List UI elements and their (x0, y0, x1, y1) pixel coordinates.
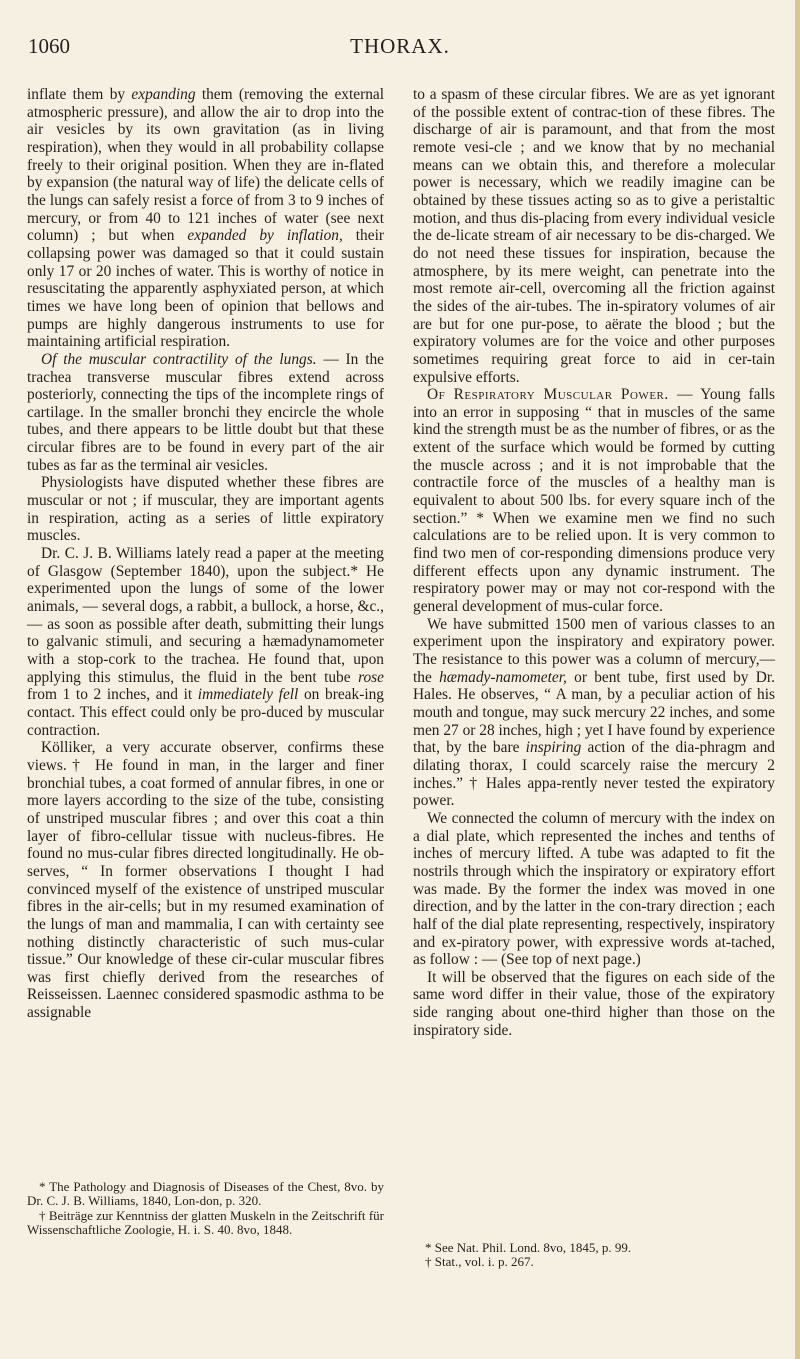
right-column (413, 86, 775, 1039)
paragraph: It will be observed that the figures on each side of the same word differ in their value, those of the expiratory side ranging about one-third higher than those on the inspiratory side. (413, 968, 775, 1039)
right-footnotes (413, 1241, 775, 1270)
left-footnotes (27, 1180, 384, 1238)
footnote: † Beiträge zur Kenntniss der glatten Muskeln in the Zeitschrift für Wissenschaftliche Zoologie, H. i. S. 40. 8vo, 1848. (27, 1207, 384, 1238)
paragraph: Dr. C. J. B. Williams lately read a paper at the meeting of Glasgow (September 1840), upon the subject.* He experimented upon the lungs of some of the lower animals, — several dogs, a rabbit, a bullock, a horse, &c., — as soon as possible after death, submitting their lungs to galvanic stimuli, and securing a hæmadynamometer with a stop-cork to the trachea. He found that, upon applying this stimulus, the fluid in the bent tube rose from 1 to 2 inches, and it immediately fell on break-ing contact. This effect could only be pro-duced by muscular contraction. (27, 545, 384, 739)
paragraph: inflate them by expanding them (removing the external atmospheric pressure), and allow the air to drop into the air vesicles by its own gravitation (as in living respiration), when they would in all probability collapse freely to their original position. When they are in-flated by expansion (the natural way of life) the delicate cells of the lungs can safely resist a force of from 3 to 9 inches of mercury, or from 40 to 121 inches of water (see next column) ; but when expanded by inflation, their collapsing power was damaged so that it could sustain only 17 or 20 inches of water. This is worthy of notice in resuscitating the apparently asphyxiated person, at which times we have long been of opinion that bellows and pumps are highly dangerous instruments to use for maintaining artificial respiration. (27, 86, 384, 351)
page-edge (795, 0, 800, 1359)
paragraph: to a spasm of these circular fibres. We are as yet ignorant of the possible extent of contrac-tion of these fibres. The discharge of air is paramount, and that from the most remote vesi-cle ; and we know that by no mechanial means can we obtain this, and therefore a molecular power is necessary, which we readily imagine can be obtained by these tissues acting so as to give a peristaltic motion, and thus dis-placing from every individual vesicle the de-licate stream of air necessary to be dis-charged. We do not need these tissues for inspiration, because the atmosphere, by its mere weight, can penetrate into the most remote air-cell, overcoming all the friction against the sides of the air-tubes. The in-spiratory volumes of air are but for one pur-pose, to aërate the blood ; but the expiratory volumes are for the voice and other purposes sometimes requiring great force to aid in cer-tain expulsive efforts. (413, 86, 775, 386)
paragraph: Kölliker, a very accurate observer, confirms these views.† He found in man, in the larger and finer bronchial tubes, a coat formed of annular fibres, in one or more layers according to the size of the tube, consisting of unstriped muscular fibres ; and over this coat a thin layer of fibro-cellular tissue with nucleus-fibres. He found no mus-cular fibres directed longitudinally. He ob-serves, “ In former observations I thought I had convinced myself of the existence of unstriped muscular fibres in the air-cells; but in my resumed examination of the lungs of man and mammalia, I can with certainty see nothing distinctly characteristic of such mus-cular tissue.” Our knowledge of these cir-cular muscular fibres was first chiefly derived from the researches of Reisseissen. Laennec considered spasmodic asthma to be assignable (27, 739, 384, 1022)
paragraph: Physiologists have disputed whether these fibres are muscular or not ; if muscular, they are important agents in respiration, acting as a series of little expiratory muscles. (27, 474, 384, 545)
page-header (0, 14, 800, 58)
footnote: * The Pathology and Diagnosis of Diseases of the Chest, 8vo. by Dr. C. J. B. Williams, 1840, Lon-don, p. 320. (27, 1179, 384, 1209)
page-number: 1060 (28, 34, 70, 58)
paragraph: We have submitted 1500 men of various classes to an experiment upon the inspiratory and expiratory power. The resistance to this power was a column of mercury,—the hæmady-namometer, or bent tube, first used by Dr. Hales. He observes, “ A man, by a peculiar action of his mouth and tongue, may suck mercury 22 inches, and some men 27 or 28 inches, high ; yet I have found by experience that, by the bare inspiring action of the dia-phragm and dilating thorax, I could scarcely raise the mercury 2 inches.” † Hales appa-rently never tested the expiratory power. (413, 615, 775, 810)
section-heading: Of Respiratory Muscular Power. — (427, 386, 693, 404)
footnote: * See Nat. Phil. Lond. 8vo, 1845, p. 99. (425, 1240, 632, 1255)
paragraph: Of the muscular contractility of the lungs. — In the trachea transverse muscular fibres extend across posteriorly, connecting the tips of the incomplete rings of cartilage. In the smaller bronchi they encircle the whole tubes, and there appears to be little doubt but that these circular fibres are to be found in every part of the air tubes as far as the terminal air vesicles. (27, 350, 384, 474)
footnote: † Stat., vol. i. p. 267. (425, 1254, 534, 1270)
paragraph: Of Respiratory Muscular Power. — Young falls into an error in supposing “ that in muscles of the same kind the strength must be as the number of fibres, or as the extent of the surface which would be formed by cutting the muscle across ; and it is not improbable that the contractile force of the muscles of a healthy man is equivalent to about 500 lbs. for every square inch of the section.” * When we examine men we find no such calculations are to be relied upon. It is very common to find two men of cor-responding dimensions produce very different effects upon any dynamic instrument. The respiratory power may or may not cor-respond with the general development of mus-cular force. (413, 386, 775, 616)
running-title: THORAX. (350, 34, 450, 58)
paragraph: We connected the column of mercury with the index on a dial plate, which represented the inches and tenths of inches of mercury lifted. A tube was adapted to fit the nostrils through which the inspiratory or expiratory effort was made. By the former the index was moved in one direction, and by the latter in the con-trary direction ; each half of the dial plate representing, respectively, inspiratory and ex-piratory power, with expressive words at-tached, as follow : — (See top of next page.) (413, 809, 775, 969)
left-column (27, 86, 384, 1022)
